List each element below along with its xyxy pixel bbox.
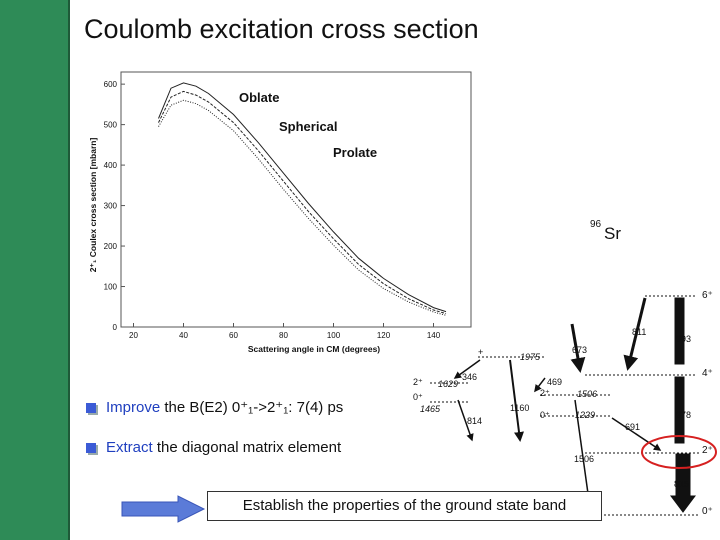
trans-978: 978 xyxy=(676,410,692,420)
x-tick-label: 120 xyxy=(376,331,391,340)
label-0plus: 0⁺ xyxy=(702,506,713,517)
annotation-prolate: Prolate xyxy=(333,145,378,160)
bullet-improve-highlight: Improve xyxy=(106,399,161,416)
nucleus-symbol: Sr xyxy=(604,224,621,243)
bullet-improve xyxy=(86,398,343,416)
label-2plus-b: 2⁺ xyxy=(413,377,423,387)
arrow-993-shaft xyxy=(675,298,684,364)
trans-993: 993 xyxy=(676,334,692,344)
x-tick-label: 80 xyxy=(279,331,288,340)
plot-frame xyxy=(121,72,471,327)
x-tick-label: 100 xyxy=(326,331,341,340)
y-tick-label: 200 xyxy=(103,242,117,252)
bullet-extract-highlight: Extract xyxy=(106,439,153,456)
energy-1465: 1465 xyxy=(420,404,441,414)
bullet-square-icon xyxy=(86,403,96,413)
callout-box: Establish the properties of the ground state band xyxy=(207,491,602,521)
annotation-spherical: Spherical xyxy=(279,119,338,134)
trans-815: 815 xyxy=(674,479,690,489)
x-tick-label: 40 xyxy=(179,331,188,340)
label-4plus: 4⁺ xyxy=(702,368,713,379)
slide-title: Coulomb excitation cross section xyxy=(84,14,479,44)
energy-1975: 1975 xyxy=(520,352,541,362)
y-tick-label: 0 xyxy=(112,323,117,332)
nucleus-mass: 96 xyxy=(590,219,602,230)
y-tick-label: 400 xyxy=(103,161,117,171)
trans-1506: 1506 xyxy=(574,454,595,464)
energy-1629: 1629 xyxy=(438,379,459,389)
bullet-improve-text: the B(E2) 0⁺₁->2⁺₁: 7(4) ps xyxy=(160,399,344,416)
trans-811: 811 xyxy=(632,327,647,337)
x-tick-label: 140 xyxy=(426,331,441,340)
x-tick-label: 60 xyxy=(229,331,238,340)
arrow-1160 xyxy=(510,360,520,440)
block-arrow xyxy=(122,496,204,522)
annotation-oblate: Oblate xyxy=(239,90,280,105)
bullet-extract-text: the diagonal matrix element xyxy=(152,439,342,456)
trans-1160: 1160 xyxy=(510,403,530,413)
trans-346: 346 xyxy=(462,372,478,382)
x-axis-label: Scattering angle in CM (degrees) xyxy=(247,344,381,354)
y-tick-label: 300 xyxy=(103,201,117,211)
x-tick-label: 20 xyxy=(129,331,138,340)
label-6plus: 6⁺ xyxy=(702,290,713,301)
label-2plus: 2⁺ xyxy=(702,445,713,456)
arrow-815-shaft xyxy=(676,454,690,496)
y-tick-label: 600 xyxy=(103,80,117,90)
label-0plus-c: 0⁺ xyxy=(540,410,550,420)
label-plus: + xyxy=(478,347,484,357)
energy-1229: 1229 xyxy=(575,410,596,420)
y-axis-label: 2⁺₁ Coulex cross section [mbarn] xyxy=(88,137,98,273)
y-tick-label: 500 xyxy=(103,120,117,130)
trans-673: 673 xyxy=(572,345,588,355)
label-2plus-c: 2⁺ xyxy=(540,388,550,398)
trans-814: 814 xyxy=(467,416,483,426)
label-0plus-b: 0⁺ xyxy=(413,392,423,402)
bullet-extract xyxy=(86,439,341,456)
trans-691: 691 xyxy=(625,422,641,432)
arrow-815-head xyxy=(671,496,695,512)
y-tick-label: 100 xyxy=(103,282,117,292)
energy-1506: 1506 xyxy=(577,389,598,399)
bullet-square-icon xyxy=(86,443,96,453)
trans-469: 469 xyxy=(547,377,563,387)
